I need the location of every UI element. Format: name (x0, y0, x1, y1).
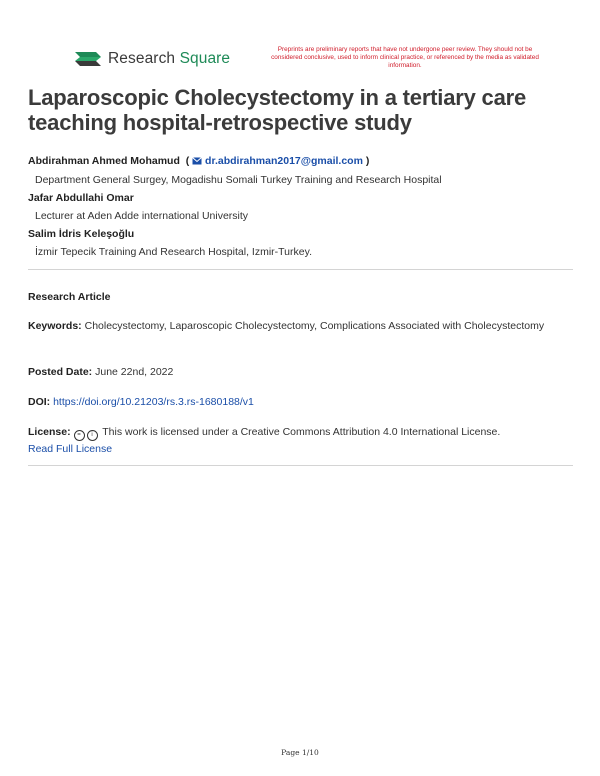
logo-wordmark (108, 50, 230, 68)
keywords-label: Keywords: (28, 320, 82, 332)
page-number: Page 1/10 (281, 748, 319, 757)
author-2-affiliation: Lecturer at Aden Adde international University (35, 210, 249, 222)
logo-text-research: Research (108, 50, 176, 67)
logo-text-square: Square (179, 50, 231, 67)
cc-equals-icon: = (74, 430, 85, 441)
keywords-section (28, 318, 573, 335)
keywords-value: Cholecystectomy, Laparoscopic Cholecystectomy, Complications Associated with Cholecystectomy (84, 320, 545, 332)
research-square-logo (74, 48, 230, 70)
doi-link[interactable]: https://doi.org/10.21203/rs.3.rs-1680188/v1 (53, 396, 254, 408)
email-icon (192, 153, 202, 171)
posted-date-label: Posted Date: (28, 366, 93, 378)
doi-label: DOI: (28, 396, 51, 408)
license-section (28, 424, 573, 458)
author-1-affiliation: Department General Surgey, Mogadishu Somali Turkey Training and Research Hospital (35, 174, 442, 186)
author-3-name: Salim İdris Keleşoğlu (28, 228, 135, 240)
author-1-email-link[interactable]: dr.abdirahman2017@gmail.com (205, 155, 363, 167)
author-3-affiliation: İzmir Tepecik Training And Research Hospital, Izmir-Turkey. (35, 246, 312, 258)
preprint-disclaimer: Preprints are preliminary reports that have not undergone peer review. They should not be considered conclusive, used to inform clinical practice, or referenced by the media as validated information. (271, 46, 539, 69)
author-list (28, 152, 573, 261)
posted-date-section (28, 364, 573, 381)
license-label: License: (28, 426, 71, 438)
posted-date-value: June 22nd, 2022 (95, 366, 174, 378)
read-full-license-link[interactable]: Read Full License (28, 443, 113, 455)
article-type: Research Article (28, 291, 111, 303)
divider-top (28, 269, 573, 270)
doi-section (28, 394, 573, 411)
author-1-name: Abdirahman Ahmed Mohamud (28, 155, 180, 167)
research-square-logo-icon (74, 48, 102, 70)
license-text: This work is licensed under a Creative Commons Attribution 4.0 International License. (102, 426, 501, 438)
paper-title: Laparoscopic Cholecystectomy in a tertiary care teaching hospital-retrospective study (28, 85, 527, 135)
author-1: Abdirahman Ahmed Mohamud ( dr.abdirahman2017@gmail.com ) (28, 152, 573, 171)
cc-by-icon: i (87, 430, 98, 441)
divider-bottom (28, 465, 573, 466)
author-2-name: Jafar Abdullahi Omar (28, 192, 134, 204)
